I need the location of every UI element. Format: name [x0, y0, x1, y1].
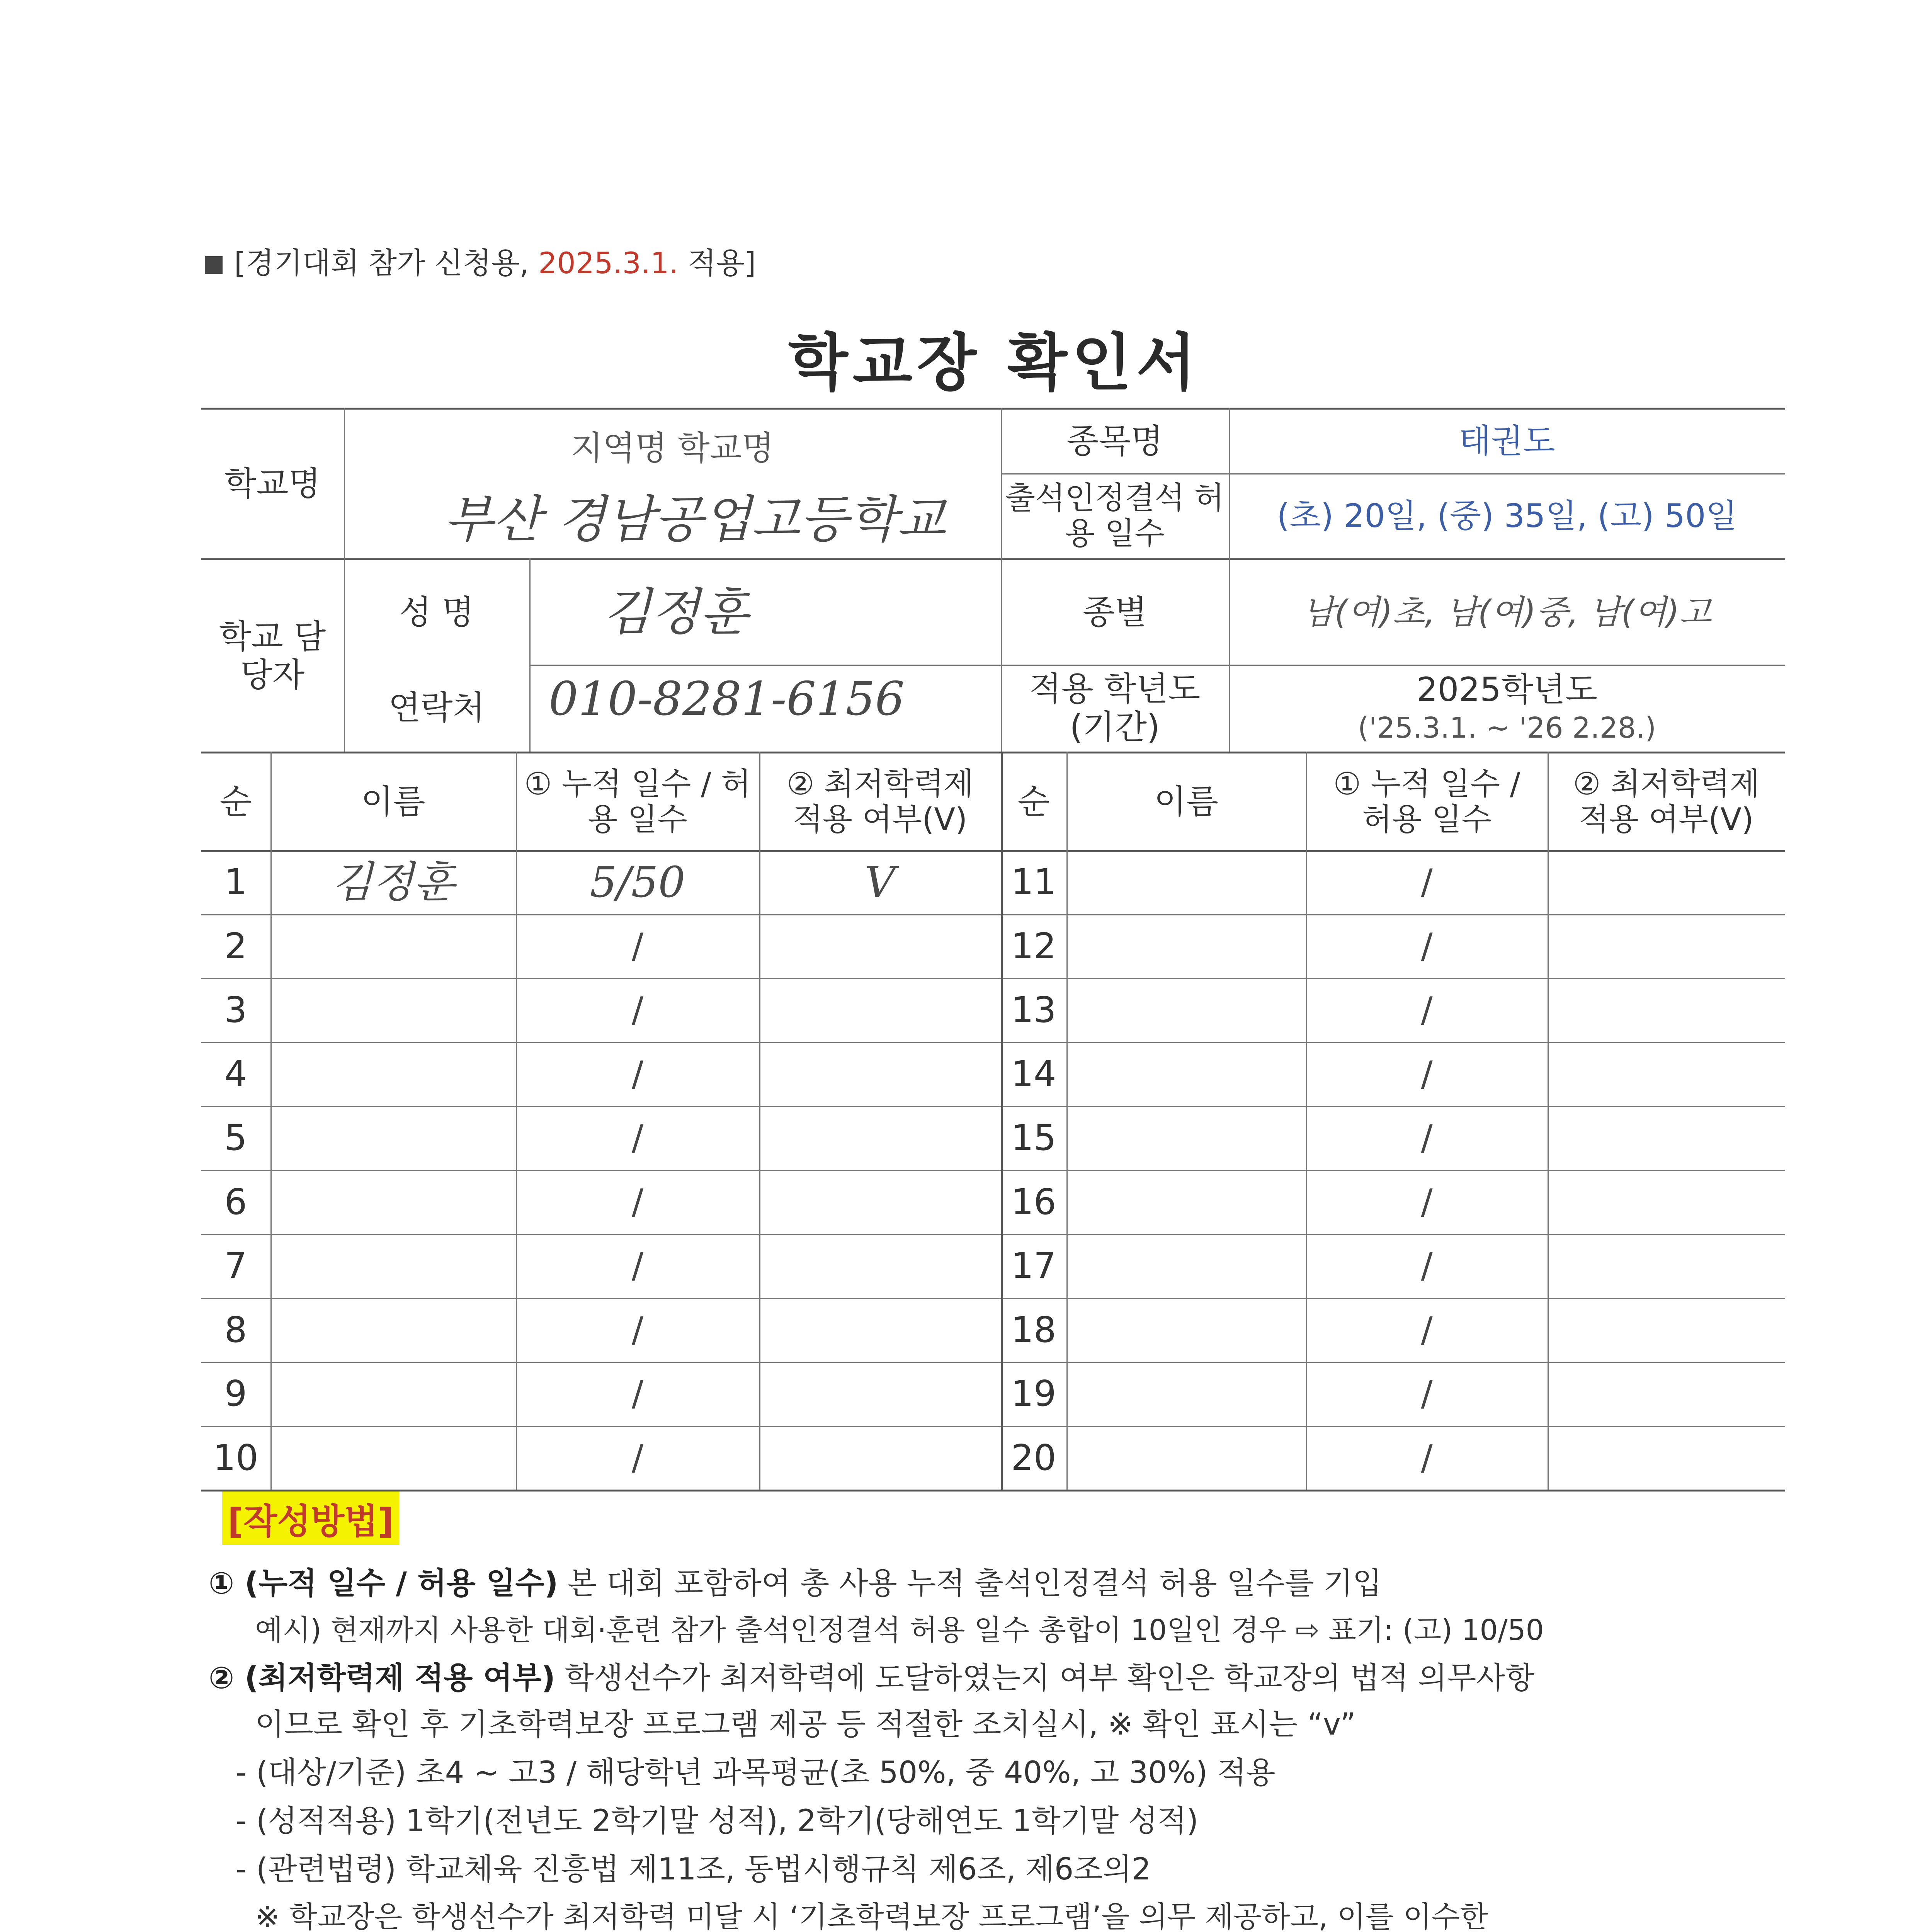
- row-left-1-days: 5/50: [590, 857, 685, 907]
- attendance-label: 출석인정결석 허용 일수: [1005, 480, 1225, 551]
- row-left-10-no: 10: [213, 1437, 259, 1479]
- row-left-4-no: 4: [224, 1053, 247, 1095]
- row-left-9-no: 9: [224, 1373, 247, 1415]
- row-right-8-name: [1066, 1298, 1306, 1362]
- row-left-10-name: [270, 1426, 516, 1490]
- document-title: 학교장 확인서: [788, 327, 1201, 399]
- row-left-1-name: 김정훈: [332, 857, 455, 907]
- row-right-2-apply: [1548, 914, 1785, 978]
- row-left-6-no: 6: [224, 1181, 247, 1223]
- row-right-3-days: /: [1421, 990, 1433, 1031]
- col-apply-right: ② 최저학력제 적용 여부(V): [1573, 766, 1760, 837]
- row-right-1-apply: [1548, 850, 1785, 914]
- sport-value: 태권도: [1459, 422, 1555, 461]
- row-left-9-days: /: [631, 1373, 644, 1414]
- col-apply-left: ② 최저학력제 적용 여부(V): [786, 766, 974, 837]
- row-right-3-name: [1066, 978, 1306, 1042]
- row-right-9-apply: [1548, 1362, 1785, 1426]
- row-left-2-no: 2: [224, 925, 247, 967]
- row-left-4-days: /: [631, 1054, 644, 1095]
- square-bullet-icon: [205, 256, 223, 274]
- row-right-10-apply: [1548, 1426, 1785, 1490]
- row-right-8-days: /: [1421, 1310, 1433, 1350]
- manager-contact-value: 010-8281-6156: [549, 672, 905, 726]
- attendance-value: (초) 20일, (중) 35일, (고) 50일: [1277, 497, 1737, 535]
- row-left-6-name: [270, 1170, 516, 1234]
- row-right-3-no: 13: [1011, 989, 1056, 1031]
- row-left-3-no: 3: [224, 989, 247, 1031]
- row-right-1-days: /: [1421, 862, 1433, 903]
- row-left-9-apply: [759, 1362, 1001, 1426]
- col-no-right: 순: [1017, 782, 1050, 821]
- manager-name-label: 성 명: [399, 593, 474, 632]
- row-left-6-apply: [759, 1170, 1001, 1234]
- row-right-1-no: 11: [1011, 861, 1056, 903]
- row-right-7-apply: [1548, 1234, 1785, 1298]
- row-right-5-days: /: [1421, 1117, 1433, 1158]
- row-right-5-no: 15: [1011, 1117, 1056, 1159]
- manager-name-value: 김정훈: [603, 583, 748, 641]
- row-right-10-no: 20: [1011, 1437, 1056, 1479]
- row-left-10-days: /: [631, 1437, 644, 1478]
- col-days-left: ① 누적 일수 / 허용 일수: [524, 766, 751, 837]
- guide-line-5: - (대상/기준) 초4 ~ 고3 / 해당학년 과목평균(초 50%, 중 40%, 고 30%) 적용: [236, 1755, 1276, 1790]
- row-right-10-name: [1066, 1426, 1306, 1490]
- row-left-2-days: /: [631, 926, 644, 967]
- row-right-3-apply: [1548, 978, 1785, 1042]
- row-right-6-apply: [1548, 1170, 1785, 1234]
- col-days-right: ① 누적 일수 / 허용 일수: [1333, 766, 1520, 837]
- row-left-5-days: /: [631, 1117, 644, 1158]
- row-right-2-no: 12: [1011, 925, 1056, 967]
- col-name-left: 이름: [361, 782, 425, 821]
- row-right-7-days: /: [1421, 1245, 1433, 1286]
- row-right-7-no: 17: [1011, 1245, 1056, 1287]
- row-left-4-apply: [759, 1042, 1001, 1106]
- row-right-9-days: /: [1421, 1373, 1433, 1414]
- row-left-5-no: 5: [224, 1117, 247, 1159]
- gender-label: 종별: [1082, 593, 1147, 632]
- row-left-6-days: /: [631, 1182, 644, 1223]
- manager-contact-label: 연락처: [388, 689, 485, 728]
- row-right-9-name: [1066, 1362, 1306, 1426]
- school-name-value: 부산 경남공업고등학교: [444, 490, 946, 549]
- guide-line-4: 이므로 확인 후 기초학력보장 프로그램 제공 등 적절한 조치실시, ※ 확인 표시는 “v”: [255, 1707, 1356, 1742]
- row-left-7-name: [270, 1234, 516, 1298]
- row-left-1-no: 1: [224, 861, 247, 903]
- row-right-5-name: [1066, 1106, 1306, 1170]
- guide-line-8: ※ 학교장은 학생선수가 최저학력 미달 시 ‘기초학력보장 프로그램’을 의무 제공하고, 이를 이수한: [255, 1900, 1488, 1932]
- row-right-4-apply: [1548, 1042, 1785, 1106]
- row-left-8-no: 8: [224, 1309, 247, 1351]
- row-right-4-days: /: [1421, 1054, 1433, 1095]
- form-tag: [경기대회 참가 신청용, 2025.3.1. 적용]: [205, 240, 756, 282]
- row-right-4-no: 14: [1011, 1053, 1056, 1095]
- row-left-8-name: [270, 1298, 516, 1362]
- row-left-7-days: /: [631, 1245, 644, 1286]
- school-label: 학교명: [224, 464, 321, 503]
- year-period: ('25.3.1. ~ '26 2.28.): [1357, 711, 1656, 745]
- guide-line-3: ② (최저학력제 적용 여부) 학생선수가 최저학력에 도달하였는지 여부 확인은 학교장의 법적 의무사항: [209, 1661, 1535, 1696]
- row-left-8-days: /: [631, 1310, 644, 1350]
- row-left-2-apply: [759, 914, 1001, 978]
- row-right-6-name: [1066, 1170, 1306, 1234]
- row-right-7-name: [1066, 1234, 1306, 1298]
- row-left-3-name: [270, 978, 516, 1042]
- school-sub-label: 지역명 학교명: [571, 429, 774, 468]
- row-left-8-apply: [759, 1298, 1001, 1362]
- row-right-9-no: 19: [1011, 1373, 1056, 1415]
- manager-label: 학교 담당자: [219, 617, 326, 694]
- row-right-2-days: /: [1421, 926, 1433, 967]
- guide-line-2: 예시) 현재까지 사용한 대회·훈련 참가 출석인정결석 허용 일수 총합이 10일인 경우 ⇨ 표기: (고) 10/50: [255, 1614, 1544, 1647]
- gender-value: 남(여)초, 남(여)중, 남(여)고: [1302, 593, 1712, 632]
- row-right-10-days: /: [1421, 1437, 1433, 1478]
- row-right-6-no: 16: [1011, 1181, 1056, 1223]
- row-left-5-apply: [759, 1106, 1001, 1170]
- sport-label: 종목명: [1066, 422, 1163, 461]
- guide-line-1: ① (누적 일수 / 허용 일수) 본 대회 포함하여 총 사용 누적 출석인정결석 허용 일수를 기입: [209, 1566, 1382, 1601]
- year-value: 2025학년도: [1416, 670, 1598, 709]
- row-left-10-apply: [759, 1426, 1001, 1490]
- row-right-8-apply: [1548, 1298, 1785, 1362]
- row-left-7-no: 7: [224, 1245, 247, 1287]
- row-left-4-name: [270, 1042, 516, 1106]
- row-right-5-apply: [1548, 1106, 1785, 1170]
- row-right-1-name: [1066, 850, 1306, 914]
- row-right-8-no: 18: [1011, 1309, 1056, 1351]
- row-left-1-apply: V: [864, 857, 896, 907]
- row-left-9-name: [270, 1362, 516, 1426]
- guide-title: [작성방법]: [222, 1492, 399, 1545]
- row-right-4-name: [1066, 1042, 1306, 1106]
- row-left-3-apply: [759, 978, 1001, 1042]
- row-right-6-days: /: [1421, 1182, 1433, 1223]
- row-right-2-name: [1066, 914, 1306, 978]
- col-name-right: 이름: [1154, 782, 1219, 821]
- row-left-2-name: [270, 914, 516, 978]
- row-left-3-days: /: [631, 990, 644, 1031]
- guide-line-7: - (관련법령) 학교체육 진흥법 제11조, 동법시행규칙 제6조, 제6조의2: [236, 1852, 1151, 1887]
- row-left-5-name: [270, 1106, 516, 1170]
- guide-line-6: - (성적적용) 1학기(전년도 2학기말 성적), 2학기(당해연도 1학기말 성적): [236, 1804, 1199, 1838]
- row-left-7-apply: [759, 1234, 1001, 1298]
- year-label: 적용 학년도 (기간): [1029, 669, 1201, 747]
- col-no-left: 순: [219, 782, 252, 821]
